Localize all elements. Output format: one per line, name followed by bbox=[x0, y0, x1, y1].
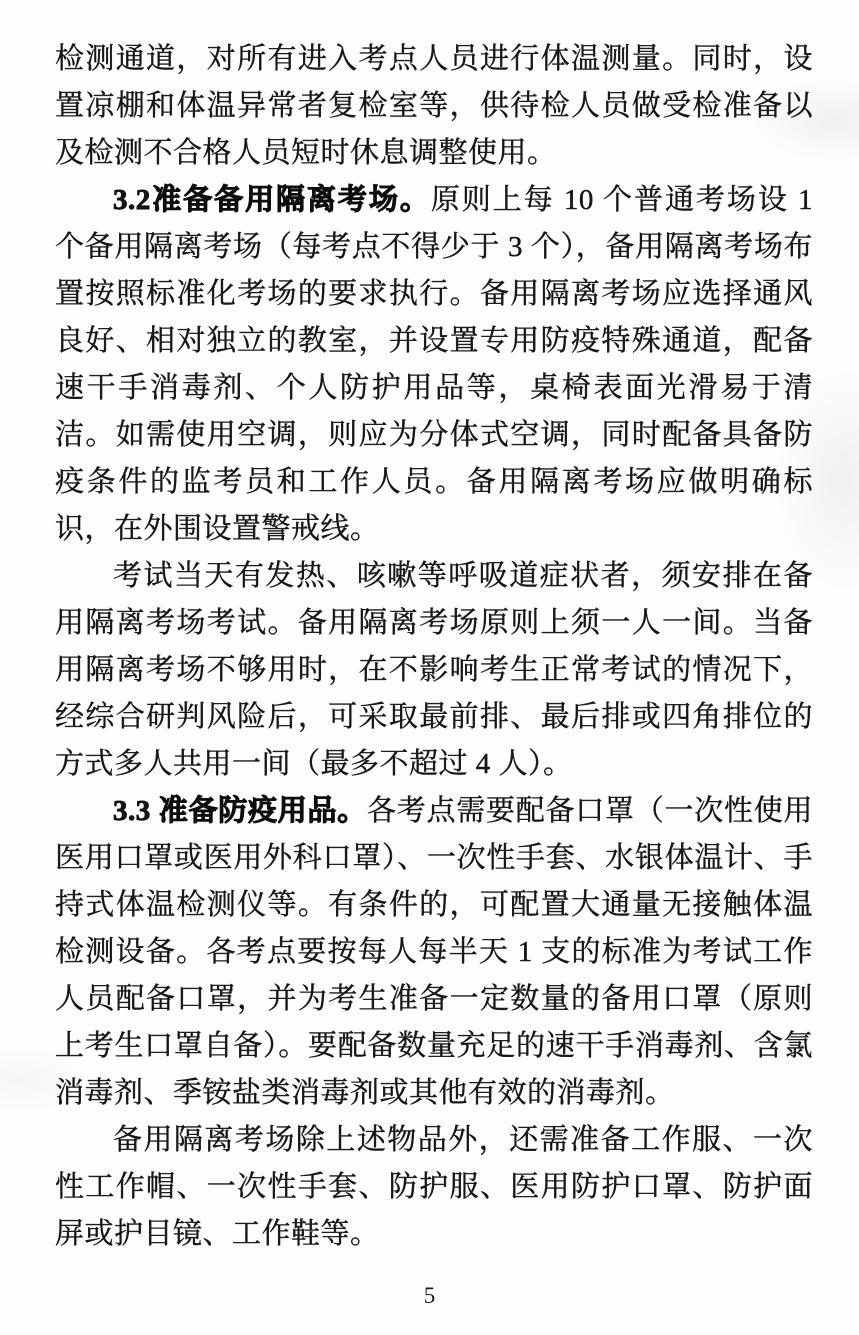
paragraph-isolation-supplies bbox=[55, 1117, 813, 1258]
paragraph-3-2 bbox=[55, 177, 813, 553]
paragraph-text: 考试当天有发热、咳嗽等呼吸道症状者，须安排在备用隔离考场考试。备用隔离考场原则上须一人一间。当备用隔离考场不够用时，在不影响考生正常考试的情况下，经综合研判风险后，可采取最前排、最后排或四角排位的方式多人共用一间（最多不超过 4 人）。 bbox=[55, 560, 813, 780]
paragraph-text: 备用隔离考场除上述物品外，还需准备工作服、一次性工作帽、一次性手套、防护服、医用防护口罩、防护面屏或护目镜、工作鞋等。 bbox=[55, 1124, 813, 1250]
paragraph-continuation bbox=[55, 36, 813, 177]
section-heading-3-2: 3.2准备备用隔离考场。 bbox=[113, 184, 431, 216]
document-body bbox=[55, 36, 813, 1258]
section-heading-3-3: 3.3 准备防疫用品。 bbox=[113, 795, 367, 827]
paragraph-text: 检测通道，对所有进入考点人员进行体温测量。同时，设置凉棚和体温异常者复检室等，供待检人员做受检准备以及检测不合格人员短时休息调整使用。 bbox=[55, 43, 813, 169]
page-number: 5 bbox=[423, 1283, 436, 1308]
paragraph-3-3 bbox=[55, 788, 813, 1117]
paragraph-text: 原则上每 10 个普通考场设 1 个备用隔离考场（每考点不得少于 3 个），备用隔离考场布置按照标准化考场的要求执行。备用隔离考场应选择通风良好、相对独立的教室，并设置专用防疫特殊通道，配备速干手消毒剂、个人防护用品等，桌椅表面光滑易于清洁。如需使用空调，则应为分体式空调，同时配备具备防疫条件的监考员和工作人员。备用隔离考场应做明确标识，在外围设置警戒线。 bbox=[55, 184, 813, 545]
paragraph-text: 各考点需要配备口罩（一次性使用医用口罩或医用外科口罩）、一次性手套、水银体温计、手持式体温检测仪等。有条件的，可配置大通量无接触体温检测设备。各考点要按每人每半天 1 支的标准为考试工作人员配备口罩，并为考生准备一定数量的备用口罩（原则上考生口罩自备）。要配备数量充足的速干手消毒剂、含氯消毒剂、季铵盐类消毒剂或其他有效的消毒剂。 bbox=[55, 795, 813, 1109]
paragraph-isolation-rules bbox=[55, 553, 813, 788]
